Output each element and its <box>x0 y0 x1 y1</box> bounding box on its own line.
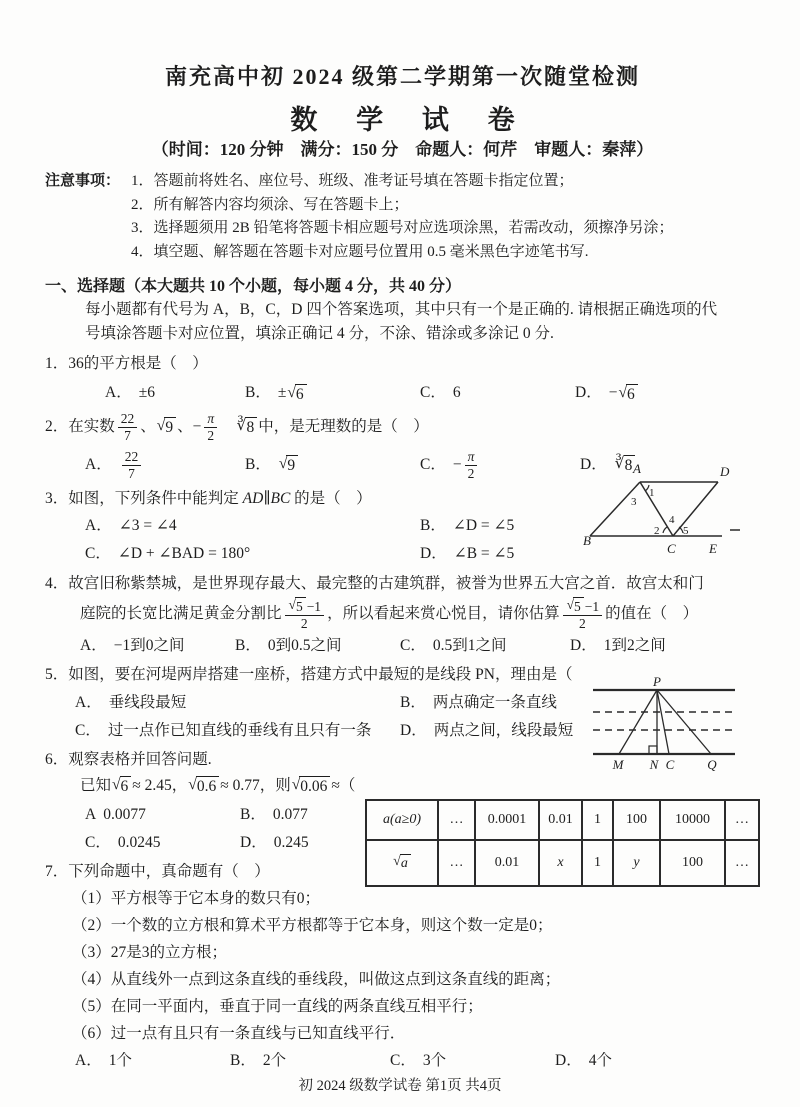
question-1-stem <box>45 352 760 376</box>
option-a <box>105 381 245 405</box>
stem-text: 如图，下列条件中能判定 <box>68 490 243 507</box>
radicand: a <box>400 854 411 872</box>
sqrt-sign: √ <box>566 596 574 612</box>
radicand: 8 <box>245 417 257 437</box>
table-cell: a(a≥0) <box>366 800 438 840</box>
notice-item-1: 1．答题前将姓名、座位号、班级、准考证号填在答题卡指定位置； <box>131 173 574 189</box>
question-6-stem-line-2 <box>80 772 760 800</box>
option-a <box>75 691 400 715</box>
option-c <box>85 542 420 566</box>
radicand: 6 <box>626 384 638 404</box>
table-cell: 1 <box>582 800 613 840</box>
section-heading-bold: 一、选择题 <box>45 278 126 295</box>
sqrt-sign: √ <box>278 455 288 473</box>
option-c <box>390 1049 555 1073</box>
option-a <box>85 514 420 538</box>
question-4-options <box>80 634 760 658</box>
stem-text <box>220 415 236 439</box>
option-text: 0到0.5之间 <box>267 637 342 654</box>
option-d <box>400 719 573 743</box>
fraction: $\frac{22}{7}$ <box>122 449 142 481</box>
table-row-2 <box>366 840 759 886</box>
option-label: A． <box>85 456 112 473</box>
option-label: C． <box>420 456 446 473</box>
option-label: A． <box>75 694 102 711</box>
stem-text: 的是（ ） <box>290 490 372 507</box>
option-text: 1到2之间 <box>603 637 666 654</box>
option-label: C． <box>400 637 426 654</box>
radical <box>289 597 306 615</box>
exam-meta: （时间：120 分钟 满分：150 分 命题人：何芹 审题人：秦萍） <box>151 140 654 159</box>
stem-text: ≈ 0.77，则 <box>220 777 291 794</box>
option-text: ±6 <box>138 384 155 401</box>
stem-text: ，所以看起来赏心悦目，请你估算 <box>327 605 560 622</box>
intro-line-2: 号填涂答题卡对应位置，填涂正确记 4 分，不涂、错涂或多涂记 0 分. <box>85 324 554 342</box>
option-text: ∠B = ∠5 <box>453 545 515 562</box>
option-d <box>420 542 514 566</box>
option-label: C． <box>420 384 446 401</box>
statement-2: （2）一个数的立方根和算术平方根都等于它本身，则这个数一定是0； <box>72 917 553 934</box>
point-label-P: P <box>653 676 661 689</box>
segment-PC <box>657 690 669 754</box>
table-cell: 0.0001 <box>475 800 539 840</box>
table-row-1 <box>366 800 759 840</box>
table-cell: 10000 <box>660 800 725 840</box>
section-1-heading <box>45 276 760 298</box>
vertex-label-E: E <box>709 541 717 556</box>
angle-label-3: 3 <box>631 496 637 508</box>
option-label: A <box>85 806 97 823</box>
option-text: 6 <box>452 384 461 401</box>
segment-PQ <box>657 690 711 754</box>
stem-text: ≈ 2.45， <box>132 777 188 794</box>
option-a <box>80 634 235 658</box>
table-cell: 100 <box>660 840 725 886</box>
option-label: B． <box>240 806 266 823</box>
option-label: D． <box>240 834 267 851</box>
sqrt-sign: √ <box>287 384 296 401</box>
question-1-options <box>105 381 760 405</box>
golden-ratio-fraction: √ 5 −1 2 <box>563 597 603 631</box>
option-label: B． <box>235 637 261 654</box>
angle-label-1: 1 <box>649 487 655 499</box>
statement-4: （4）从直线外一点到这条直线的垂线段，叫做这点到这条直线的距离； <box>72 971 561 988</box>
stem-text: 故宫旧称紫禁城，是世界现存最大、最完整的古建筑群，被誉为世界五大宫之首．故宫太和门 <box>68 575 704 592</box>
option-d <box>570 634 666 658</box>
question-number: 4． <box>45 575 69 592</box>
minus-sign: − <box>452 456 462 473</box>
option-b <box>245 381 420 405</box>
option-text: 0.5到1之间 <box>432 637 507 654</box>
question-7-options <box>75 1049 760 1073</box>
question-1 <box>45 352 760 405</box>
stem-text: 下列命题中，真命题有（ ） <box>68 863 270 880</box>
question-2-stem <box>45 410 760 444</box>
option-text: 垂线段最短 <box>108 694 187 711</box>
radicand: 0.6 <box>196 776 219 796</box>
stem-text: 、− <box>177 418 202 435</box>
fraction: $\frac{\pi}{2}$ <box>204 411 217 443</box>
radical <box>157 417 176 437</box>
option-text: ∠3 = ∠4 <box>118 517 177 534</box>
point-label-M: M <box>612 757 624 772</box>
angle-arc <box>663 527 667 533</box>
question-7 <box>45 859 760 1073</box>
question-number: 2． <box>45 418 69 435</box>
option-c <box>400 634 570 658</box>
radicand: 0.06 <box>299 776 330 796</box>
sqrt-sign: √ <box>112 776 121 794</box>
table-cell: … <box>438 800 475 840</box>
notice-item-2: 2．所有解答内容均须涂、写在答题卡上； <box>131 196 409 213</box>
question-number: 5． <box>45 666 69 683</box>
option-label: D． <box>570 637 597 654</box>
option-text: 2个 <box>262 1052 287 1069</box>
sqrt-sign: √ <box>618 384 627 401</box>
option-text: 3个 <box>422 1052 447 1069</box>
statement-5: （5）在同一平面内，垂直于同一直线的两条直线互相平行； <box>72 998 483 1015</box>
q3-figure <box>583 460 748 560</box>
stem-text: 已知 <box>80 777 112 794</box>
radicand: 6 <box>295 384 307 404</box>
option-text: − <box>608 384 618 401</box>
option-d <box>555 1049 612 1073</box>
stem-text: 庭院的长宽比满足黄金分割比 <box>80 605 282 622</box>
option-text: 两点之间，线段最短 <box>433 722 574 739</box>
option-label: A． <box>85 517 112 534</box>
stem-text: 的值在（ ） <box>605 605 699 622</box>
option-label: C． <box>85 545 111 562</box>
option-text: 过一点作已知直线的垂线有且只有一条 <box>107 722 372 739</box>
statement-6: （6）过一点有且只有一条直线与已知直线平行． <box>72 1025 406 1042</box>
question-number: 3． <box>45 490 69 507</box>
option-c <box>75 719 400 743</box>
option-b <box>230 1049 390 1073</box>
vertex-label-A: A <box>633 461 641 476</box>
option-text: −1到0之间 <box>113 637 185 654</box>
stem-text: ≈（ <box>331 777 356 794</box>
stem-text: 中，是无理数的是（ ） <box>258 418 429 435</box>
option-b <box>245 453 420 477</box>
radicand: 5 <box>295 597 306 615</box>
option-text: ± <box>277 384 287 401</box>
question-4-stem-line-2 <box>80 596 760 632</box>
option-label: C． <box>85 834 111 851</box>
sqrt-sign: √ <box>288 596 296 612</box>
option-label: D． <box>420 545 447 562</box>
angle-label-4: 4 <box>669 514 675 526</box>
option-label: A． <box>80 637 107 654</box>
option-d <box>575 381 639 405</box>
option-b <box>420 514 514 538</box>
right-angle-mark <box>649 746 657 754</box>
q5-figure <box>585 676 745 776</box>
table-cell: 1 <box>582 840 613 886</box>
q6-table <box>365 799 760 887</box>
option-text: 两点确定一条直线 <box>432 694 557 711</box>
angle-label-2: 2 <box>654 525 660 537</box>
statement-3: （3）27是3的立方根； <box>72 944 228 961</box>
question-number: 7． <box>45 863 69 880</box>
sqrt-sign: √ <box>393 853 401 869</box>
radicand: 9 <box>286 455 298 475</box>
stem-text: 观察表格并回答问题. <box>68 751 212 768</box>
radical <box>567 597 584 615</box>
option-text: 4个 <box>588 1052 612 1069</box>
intro-line-1: 每小题都有代号为 A，B，C，D 四个答案选项，其中只有一个是正确的. 请根据正确选项的代 <box>85 301 718 318</box>
option-label: B． <box>400 694 426 711</box>
option-label: D． <box>580 456 607 473</box>
table-cell: x <box>539 840 582 886</box>
radicand: 8 <box>624 455 636 475</box>
option-c <box>420 449 580 481</box>
question-4 <box>45 572 760 658</box>
page-title: 南充高中初 2024 级第二学期第一次随堂检测 <box>164 64 640 89</box>
option-a <box>85 803 240 827</box>
option-label: A． <box>105 384 132 401</box>
stem-text: 在实数 <box>68 418 115 435</box>
option-a <box>85 449 245 481</box>
option-label: D． <box>575 384 602 401</box>
radical <box>618 384 637 404</box>
point-label-N: N <box>649 757 659 772</box>
segment-PM <box>619 690 657 754</box>
section-heading-rest: （本大题共 10 个小题，每小题 4 分，共 40 分） <box>125 278 462 295</box>
table-cell: 0.01 <box>475 840 539 886</box>
option-d <box>240 831 309 855</box>
option-b <box>240 803 308 827</box>
table-cell: … <box>725 800 759 840</box>
vertex-label-B: B <box>583 533 591 548</box>
radicand: 9 <box>164 417 176 437</box>
sqrt-sign: √ <box>291 776 301 794</box>
point-label-C: C <box>665 757 675 772</box>
table-cell: 100 <box>613 800 660 840</box>
cube-root-radical <box>237 417 258 437</box>
sqrt-sign: √ <box>156 417 166 435</box>
question-7-statements <box>72 885 760 1047</box>
paper-subject-title: 数 学 试 卷 <box>290 105 531 135</box>
page-footer: 初 2024 级数学试卷 第1页 共4页 <box>298 1078 502 1094</box>
option-label: B． <box>230 1052 256 1069</box>
point-label-Q: Q <box>707 757 717 772</box>
radical <box>292 776 331 796</box>
cbrt-sign: ∛ <box>614 455 625 473</box>
vertex-label-C: C <box>667 541 676 556</box>
stem-text: 、 <box>140 418 156 435</box>
notice-item-3: 3．选择题须用 2B 铅笔将答题卡相应题号对应选项涂黑，若需改动，须擦净另涂； <box>131 220 674 236</box>
option-text: 0.0077 <box>103 806 146 823</box>
fraction: $\frac{22}{7}$ <box>118 411 138 443</box>
option-b <box>235 634 400 658</box>
question-number: 6． <box>45 751 69 768</box>
table-cell: … <box>725 840 759 886</box>
option-label: D． <box>400 722 427 739</box>
radical <box>112 776 131 796</box>
option-label: B． <box>245 384 271 401</box>
table-cell: 0.01 <box>539 800 582 840</box>
option-c <box>420 381 575 405</box>
table-cell: … <box>438 840 475 886</box>
golden-ratio-fraction: √ 5 −1 2 <box>285 597 325 631</box>
option-text: ∠D + ∠BAD = 180° <box>117 545 251 562</box>
option-label: D． <box>555 1052 582 1069</box>
table-cell-sqrt-a <box>366 840 438 886</box>
radical <box>393 854 411 872</box>
sqrt-sign: √ <box>188 776 197 794</box>
option-c <box>85 831 240 855</box>
option-text: 1个 <box>108 1052 132 1069</box>
notice-item-4: 4．填空题、解答题在答题卡对应题号位置用 0.5 毫米黑色字迹笔书写. <box>131 243 589 260</box>
option-text: ∠D = ∠5 <box>452 517 515 534</box>
figure-line <box>590 482 640 536</box>
option-label: A． <box>75 1052 102 1069</box>
radicand: 6 <box>120 776 132 796</box>
option-label: B． <box>420 517 446 534</box>
option-text: 0.245 <box>273 834 309 851</box>
radical <box>279 455 298 475</box>
option-text: 0.0245 <box>117 834 161 851</box>
notice-label: 注意事项： <box>45 173 121 189</box>
stem-math: AD∥BC <box>242 490 291 507</box>
question-number: 1． <box>45 355 69 372</box>
question-4-stem-line-1 <box>45 572 760 596</box>
option-text: 0.077 <box>272 806 308 823</box>
radical <box>287 384 306 404</box>
table-cell: y <box>613 840 660 886</box>
notice-items <box>131 170 674 264</box>
radical <box>188 776 219 796</box>
cbrt-sign: ∛ <box>236 417 247 435</box>
notice-block <box>45 170 760 264</box>
stem-text: 如图，要在河堤两岸搭建一座桥，搭建方式中最短的是线段 PN，理由是（ <box>68 666 573 683</box>
stem-text: 36的平方根是（ ） <box>68 355 208 372</box>
radicand: 5 <box>573 597 584 615</box>
vertex-label-D: D <box>720 464 730 479</box>
option-a <box>75 1049 230 1073</box>
option-label: B． <box>245 456 271 473</box>
option-label: C． <box>75 722 101 739</box>
option-b <box>400 691 557 715</box>
statement-1: （1）平方根等于它本身的数只有0； <box>72 890 321 907</box>
angle-label-5: 5 <box>683 525 689 537</box>
section-1-intro <box>85 298 760 345</box>
fraction: $\frac{\pi}{2}$ <box>465 449 478 481</box>
option-label: C． <box>390 1052 416 1069</box>
